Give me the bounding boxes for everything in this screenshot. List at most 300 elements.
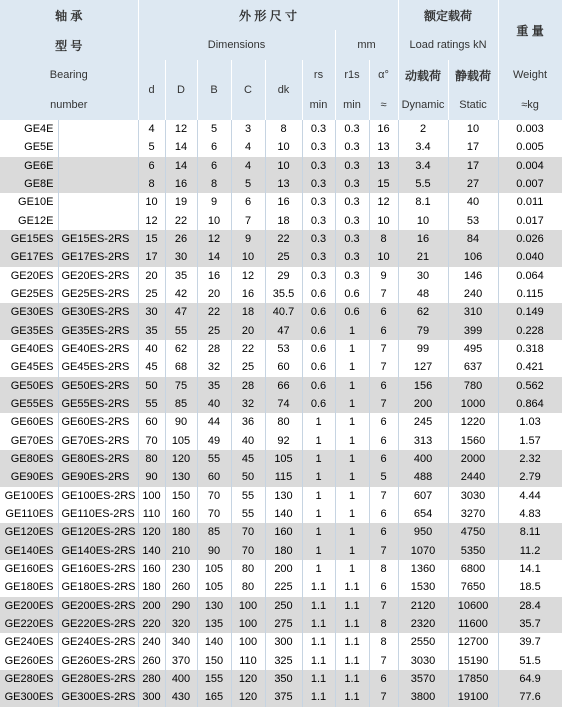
outer-diameter-cell: 35 (165, 267, 197, 285)
dynamic-load-cell: 2550 (398, 633, 448, 651)
weight-cell: 0.004 (498, 157, 562, 175)
d-cell: 25 (138, 285, 165, 303)
dynamic-load-cell: 48 (398, 285, 448, 303)
dk-cell: 8 (265, 120, 302, 138)
rs-cell: 1 (302, 432, 335, 450)
model-cell: GE6E (0, 157, 58, 175)
table-row (0, 230, 562, 248)
table-row (0, 578, 562, 596)
b-cell: 140 (197, 633, 231, 651)
static-load-cell: 240 (448, 285, 498, 303)
d-cell: 15 (138, 230, 165, 248)
alpha-cell: 7 (369, 542, 398, 560)
alpha-cell: 7 (369, 487, 398, 505)
static-load-cell: 106 (448, 248, 498, 266)
d-cell: 12 (138, 212, 165, 230)
model-cell: GE55ES (0, 395, 58, 413)
c-cell: 18 (231, 303, 265, 321)
dk-cell: 35.5 (265, 285, 302, 303)
outer-diameter-cell: 290 (165, 597, 197, 615)
c-cell: 120 (231, 688, 265, 706)
dynamic-load-cell: 79 (398, 322, 448, 340)
r1s-cell: 1 (335, 413, 369, 431)
rs-cell: 1 (302, 542, 335, 560)
r1s-cell: 1 (335, 523, 369, 541)
sealed-model-cell (58, 193, 138, 211)
c-cell: 6 (231, 193, 265, 211)
c-cell: 12 (231, 267, 265, 285)
sealed-model-cell: GE40ES-2RS (58, 340, 138, 358)
outer-diameter-cell: 370 (165, 652, 197, 670)
c-cell: 3 (231, 120, 265, 138)
bearing-header-cn-1: 轴 承 (0, 0, 138, 30)
static-load-cell: 53 (448, 212, 498, 230)
table-body (0, 120, 562, 707)
alpha-cell: 6 (369, 670, 398, 688)
b-cell: 10 (197, 212, 231, 230)
b-cell: 6 (197, 157, 231, 175)
outer-diameter-cell: 430 (165, 688, 197, 706)
b-cell: 155 (197, 670, 231, 688)
c-cell: 70 (231, 542, 265, 560)
dynamic-load-cell: 1530 (398, 578, 448, 596)
outer-diameter-cell: 105 (165, 432, 197, 450)
table-row (0, 340, 562, 358)
model-cell: GE300ES (0, 688, 58, 706)
rs-cell: 0.6 (302, 377, 335, 395)
static-load-cell: 17 (448, 157, 498, 175)
dk-cell: 29 (265, 267, 302, 285)
table-row (0, 688, 562, 706)
b-cell: 40 (197, 395, 231, 413)
outer-diameter-cell: 150 (165, 487, 197, 505)
sealed-model-cell: GE70ES-2RS (58, 432, 138, 450)
sealed-model-cell: GE30ES-2RS (58, 303, 138, 321)
dynamic-load-cell: 99 (398, 340, 448, 358)
rs-cell: 1.1 (302, 597, 335, 615)
model-cell: GE160ES (0, 560, 58, 578)
weight-cell: 0.017 (498, 212, 562, 230)
dk-cell: 225 (265, 578, 302, 596)
alpha-cell: 6 (369, 322, 398, 340)
model-cell: GE80ES (0, 450, 58, 468)
c-cell: 55 (231, 487, 265, 505)
table-row (0, 633, 562, 651)
rs-cell: 0.6 (302, 340, 335, 358)
rs-cell: 0.3 (302, 212, 335, 230)
c-cell: 9 (231, 230, 265, 248)
outer-diameter-cell: 85 (165, 395, 197, 413)
model-cell: GE280ES (0, 670, 58, 688)
table-row (0, 248, 562, 266)
static-load-cell: 15190 (448, 652, 498, 670)
b-cell: 20 (197, 285, 231, 303)
rs-cell: 1 (302, 413, 335, 431)
weight-cell: 0.007 (498, 175, 562, 193)
static-load-cell: 19100 (448, 688, 498, 706)
alpha-cell: 7 (369, 358, 398, 376)
rs-cell: 1.1 (302, 578, 335, 596)
static-load-cell: 10 (448, 120, 498, 138)
dynamic-load-cell: 3570 (398, 670, 448, 688)
r1s-cell: 1.1 (335, 652, 369, 670)
static-load-cell: 1000 (448, 395, 498, 413)
dk-cell: 140 (265, 505, 302, 523)
r1s-cell: 0.6 (335, 303, 369, 321)
d-cell: 30 (138, 303, 165, 321)
d-cell: 17 (138, 248, 165, 266)
alpha-cell: 8 (369, 560, 398, 578)
model-cell: GE100ES (0, 487, 58, 505)
weight-cell: 0.228 (498, 322, 562, 340)
dk-cell: 13 (265, 175, 302, 193)
d-cell: 180 (138, 578, 165, 596)
outer-diameter-cell: 62 (165, 340, 197, 358)
model-cell: GE40ES (0, 340, 58, 358)
weight-cell: 18.5 (498, 578, 562, 596)
r1s-cell: 1.1 (335, 670, 369, 688)
r1s-cell: 0.3 (335, 138, 369, 156)
static-load-cell: 1220 (448, 413, 498, 431)
outer-diameter-cell: 120 (165, 450, 197, 468)
d-cell: 20 (138, 267, 165, 285)
alpha-cell: 6 (369, 450, 398, 468)
b-cell: 28 (197, 340, 231, 358)
dk-cell: 92 (265, 432, 302, 450)
outer-diameter-cell: 75 (165, 377, 197, 395)
d-cell: 60 (138, 413, 165, 431)
col-header-rs-min: min (302, 90, 335, 120)
rs-cell: 1 (302, 523, 335, 541)
load-header-cn: 额定载荷 (398, 0, 498, 30)
rs-cell: 0.6 (302, 395, 335, 413)
table-row (0, 615, 562, 633)
r1s-cell: 0.3 (335, 175, 369, 193)
b-cell: 44 (197, 413, 231, 431)
col-header-alpha: α° (369, 60, 398, 90)
d-cell: 100 (138, 487, 165, 505)
c-cell: 70 (231, 523, 265, 541)
r1s-cell: 1.1 (335, 633, 369, 651)
col-header-static-cn: 静载荷 (448, 60, 498, 90)
dk-cell: 18 (265, 212, 302, 230)
table-row (0, 670, 562, 688)
weight-cell: 1.57 (498, 432, 562, 450)
outer-diameter-cell: 210 (165, 542, 197, 560)
static-load-cell: 4750 (448, 523, 498, 541)
table-row (0, 322, 562, 340)
dynamic-load-cell: 950 (398, 523, 448, 541)
d-cell: 220 (138, 615, 165, 633)
model-cell: GE25ES (0, 285, 58, 303)
d-cell: 4 (138, 120, 165, 138)
rs-cell: 0.6 (302, 285, 335, 303)
alpha-cell: 10 (369, 212, 398, 230)
r1s-cell: 1 (335, 322, 369, 340)
alpha-cell: 9 (369, 267, 398, 285)
weight-cell: 0.026 (498, 230, 562, 248)
model-cell: GE17ES (0, 248, 58, 266)
model-cell: GE120ES (0, 523, 58, 541)
r1s-cell: 0.3 (335, 193, 369, 211)
dk-cell: 53 (265, 340, 302, 358)
dk-cell: 10 (265, 138, 302, 156)
dynamic-load-cell: 488 (398, 468, 448, 486)
static-load-cell: 2440 (448, 468, 498, 486)
rs-cell: 0.3 (302, 157, 335, 175)
alpha-cell: 15 (369, 175, 398, 193)
col-header-rs: rs (302, 60, 335, 90)
outer-diameter-cell: 22 (165, 212, 197, 230)
c-cell: 36 (231, 413, 265, 431)
dk-cell: 22 (265, 230, 302, 248)
table-row (0, 377, 562, 395)
dynamic-load-cell: 2320 (398, 615, 448, 633)
dynamic-load-cell: 654 (398, 505, 448, 523)
model-cell: GE260ES (0, 652, 58, 670)
model-cell: GE70ES (0, 432, 58, 450)
static-load-cell: 84 (448, 230, 498, 248)
c-cell: 120 (231, 670, 265, 688)
dimensions-unit: mm (335, 30, 398, 60)
col-header-alpha-sub: ≈ (369, 90, 398, 120)
alpha-cell: 7 (369, 688, 398, 706)
d-cell: 260 (138, 652, 165, 670)
weight-cell: 0.864 (498, 395, 562, 413)
alpha-cell: 7 (369, 652, 398, 670)
rs-cell: 1 (302, 487, 335, 505)
dk-cell: 40.7 (265, 303, 302, 321)
sealed-model-cell: GE45ES-2RS (58, 358, 138, 376)
static-load-cell: 146 (448, 267, 498, 285)
dimensions-header-en: Dimensions (138, 30, 335, 60)
c-cell: 10 (231, 248, 265, 266)
col-header-dynamic-en: Dynamic (398, 90, 448, 120)
sealed-model-cell: GE80ES-2RS (58, 450, 138, 468)
table-row (0, 138, 562, 156)
outer-diameter-cell: 19 (165, 193, 197, 211)
sealed-model-cell: GE300ES-2RS (58, 688, 138, 706)
c-cell: 20 (231, 322, 265, 340)
alpha-cell: 6 (369, 432, 398, 450)
static-load-cell: 3270 (448, 505, 498, 523)
dynamic-load-cell: 1070 (398, 542, 448, 560)
sealed-model-cell: GE240ES-2RS (58, 633, 138, 651)
r1s-cell: 1.1 (335, 688, 369, 706)
model-cell: GE10E (0, 193, 58, 211)
static-load-cell: 780 (448, 377, 498, 395)
dk-cell: 25 (265, 248, 302, 266)
static-load-cell: 6800 (448, 560, 498, 578)
table-row (0, 175, 562, 193)
col-header-B: B (197, 60, 231, 120)
rs-cell: 0.3 (302, 175, 335, 193)
outer-diameter-cell: 26 (165, 230, 197, 248)
rs-cell: 1 (302, 505, 335, 523)
alpha-cell: 7 (369, 340, 398, 358)
sealed-model-cell: GE260ES-2RS (58, 652, 138, 670)
col-header-r1s: r1s (335, 60, 369, 90)
outer-diameter-cell: 400 (165, 670, 197, 688)
static-load-cell: 17850 (448, 670, 498, 688)
weight-cell: 1.03 (498, 413, 562, 431)
b-cell: 70 (197, 487, 231, 505)
weight-cell: 8.11 (498, 523, 562, 541)
r1s-cell: 0.3 (335, 230, 369, 248)
rs-cell: 0.3 (302, 230, 335, 248)
model-cell: GE15ES (0, 230, 58, 248)
c-cell: 16 (231, 285, 265, 303)
weight-cell: 35.7 (498, 615, 562, 633)
weight-cell: 0.562 (498, 377, 562, 395)
r1s-cell: 1 (335, 542, 369, 560)
d-cell: 300 (138, 688, 165, 706)
table-row (0, 542, 562, 560)
outer-diameter-cell: 30 (165, 248, 197, 266)
r1s-cell: 0.3 (335, 248, 369, 266)
sealed-model-cell: GE280ES-2RS (58, 670, 138, 688)
r1s-cell: 1 (335, 560, 369, 578)
c-cell: 80 (231, 578, 265, 596)
alpha-cell: 6 (369, 578, 398, 596)
weight-cell: 0.149 (498, 303, 562, 321)
weight-cell: 0.064 (498, 267, 562, 285)
sealed-model-cell: GE220ES-2RS (58, 615, 138, 633)
dk-cell: 375 (265, 688, 302, 706)
model-cell: GE110ES (0, 505, 58, 523)
static-load-cell: 12700 (448, 633, 498, 651)
sealed-model-cell (58, 175, 138, 193)
model-cell: GE60ES (0, 413, 58, 431)
rs-cell: 1.1 (302, 615, 335, 633)
model-cell: GE45ES (0, 358, 58, 376)
sealed-model-cell: GE90ES-2RS (58, 468, 138, 486)
alpha-cell: 6 (369, 377, 398, 395)
alpha-cell: 7 (369, 285, 398, 303)
static-load-cell: 2000 (448, 450, 498, 468)
rs-cell: 1.1 (302, 633, 335, 651)
static-load-cell: 5350 (448, 542, 498, 560)
outer-diameter-cell: 12 (165, 120, 197, 138)
d-cell: 200 (138, 597, 165, 615)
bearing-header-en-1: Bearing (0, 60, 138, 90)
outer-diameter-cell: 180 (165, 523, 197, 541)
dynamic-load-cell: 8.1 (398, 193, 448, 211)
rs-cell: 0.3 (302, 193, 335, 211)
table-row (0, 285, 562, 303)
dk-cell: 350 (265, 670, 302, 688)
col-header-static-en: Static (448, 90, 498, 120)
b-cell: 14 (197, 248, 231, 266)
table-row (0, 523, 562, 541)
alpha-cell: 8 (369, 230, 398, 248)
weight-cell: 77.6 (498, 688, 562, 706)
dynamic-load-cell: 156 (398, 377, 448, 395)
model-cell: GE220ES (0, 615, 58, 633)
dk-cell: 180 (265, 542, 302, 560)
dynamic-load-cell: 5.5 (398, 175, 448, 193)
rs-cell: 0.3 (302, 138, 335, 156)
b-cell: 70 (197, 505, 231, 523)
load-header-en: Load ratings kN (398, 30, 498, 60)
b-cell: 55 (197, 450, 231, 468)
static-load-cell: 10600 (448, 597, 498, 615)
dk-cell: 115 (265, 468, 302, 486)
c-cell: 7 (231, 212, 265, 230)
sealed-model-cell: GE200ES-2RS (58, 597, 138, 615)
r1s-cell: 0.3 (335, 267, 369, 285)
model-cell: GE30ES (0, 303, 58, 321)
rs-cell: 0.6 (302, 358, 335, 376)
dimensions-header-cn: 外 形 尺 寸 (138, 0, 398, 30)
weight-cell: 0.003 (498, 120, 562, 138)
table-row (0, 487, 562, 505)
d-cell: 240 (138, 633, 165, 651)
dk-cell: 60 (265, 358, 302, 376)
outer-diameter-cell: 14 (165, 138, 197, 156)
weight-cell: 0.318 (498, 340, 562, 358)
r1s-cell: 0.3 (335, 212, 369, 230)
sealed-model-cell: GE25ES-2RS (58, 285, 138, 303)
alpha-cell: 6 (369, 505, 398, 523)
sealed-model-cell (58, 212, 138, 230)
c-cell: 40 (231, 432, 265, 450)
d-cell: 120 (138, 523, 165, 541)
model-cell: GE8E (0, 175, 58, 193)
r1s-cell: 0.3 (335, 120, 369, 138)
r1s-cell: 0.3 (335, 157, 369, 175)
b-cell: 12 (197, 230, 231, 248)
d-cell: 55 (138, 395, 165, 413)
sealed-model-cell: GE100ES-2RS (58, 487, 138, 505)
dynamic-load-cell: 16 (398, 230, 448, 248)
col-header-r1s-min: min (335, 90, 369, 120)
col-header-C: C (231, 60, 265, 120)
table-row (0, 120, 562, 138)
rs-cell: 1.1 (302, 688, 335, 706)
weight-cell: 0.011 (498, 193, 562, 211)
rs-cell: 0.3 (302, 120, 335, 138)
dk-cell: 325 (265, 652, 302, 670)
static-load-cell: 1560 (448, 432, 498, 450)
rs-cell: 0.6 (302, 322, 335, 340)
weight-cell: 14.1 (498, 560, 562, 578)
static-load-cell: 3030 (448, 487, 498, 505)
r1s-cell: 1 (335, 358, 369, 376)
rs-cell: 1 (302, 468, 335, 486)
b-cell: 9 (197, 193, 231, 211)
sealed-model-cell (58, 120, 138, 138)
c-cell: 25 (231, 358, 265, 376)
col-header-dynamic-cn: 动载荷 (398, 60, 448, 90)
dynamic-load-cell: 3800 (398, 688, 448, 706)
model-cell: GE240ES (0, 633, 58, 651)
d-cell: 80 (138, 450, 165, 468)
weight-cell: 64.9 (498, 670, 562, 688)
c-cell: 50 (231, 468, 265, 486)
table-row (0, 468, 562, 486)
c-cell: 4 (231, 138, 265, 156)
col-header-d: d (138, 60, 165, 120)
rs-cell: 0.3 (302, 248, 335, 266)
r1s-cell: 1 (335, 505, 369, 523)
b-cell: 60 (197, 468, 231, 486)
d-cell: 160 (138, 560, 165, 578)
r1s-cell: 1 (335, 468, 369, 486)
model-cell: GE5E (0, 138, 58, 156)
b-cell: 35 (197, 377, 231, 395)
alpha-cell: 6 (369, 413, 398, 431)
